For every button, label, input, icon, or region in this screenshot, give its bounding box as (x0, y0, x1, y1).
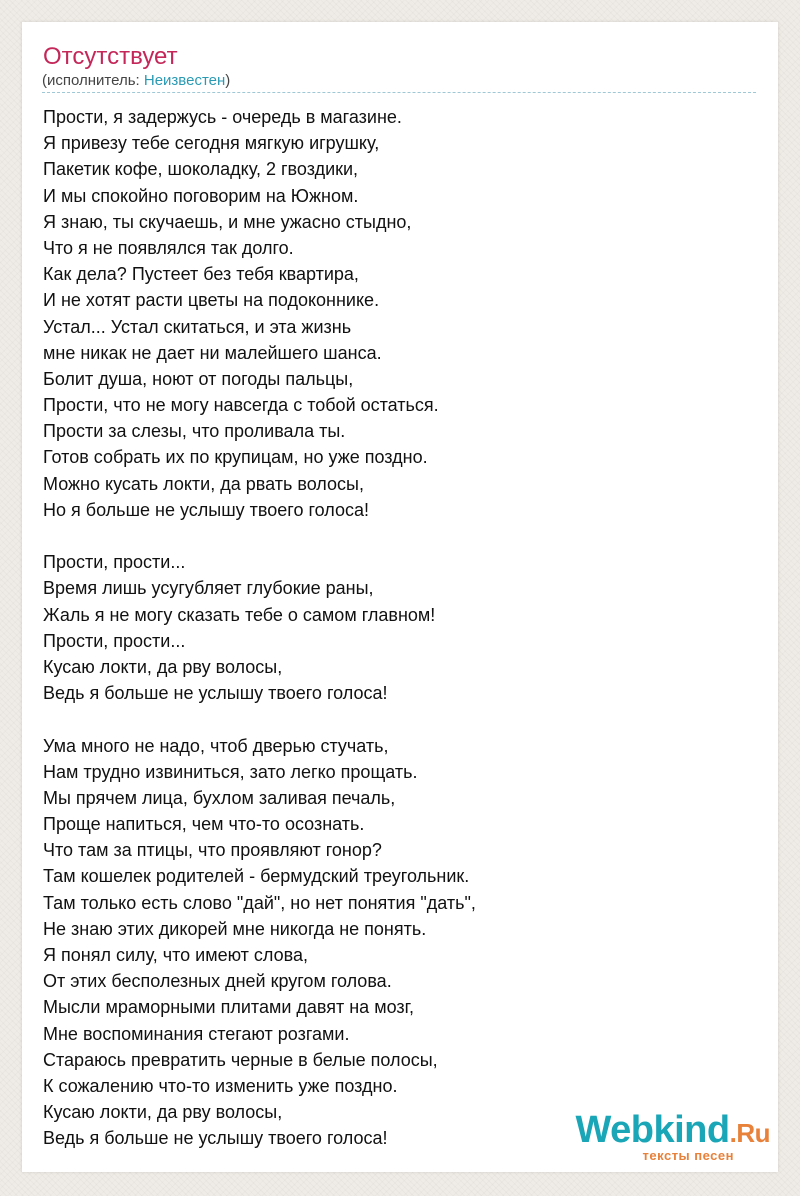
lyric-line: Прости, я задержусь - очередь в магазине. (43, 107, 402, 127)
logo-subtitle: тексты песен (642, 1148, 734, 1163)
song-title: Отсутствует (43, 43, 178, 70)
artist-link[interactable]: Неизвестен (143, 72, 226, 89)
blank-line (43, 706, 743, 732)
lyric-line: Кусаю локти, да рву волосы, (43, 656, 283, 677)
lyric-line: Ведь я больше не услышу твоего голоса! (43, 1128, 388, 1149)
lyric-line: Стараюсь превратить черные в белые полосы, (43, 1049, 438, 1070)
lyric-line: От этих бесполезных дней кругом голова. (43, 971, 392, 992)
lyric-line: Там только есть слово "дай", но нет понятия "дать", (43, 892, 476, 913)
lyric-line: Пакетик кофе, шоколадку, 2 гвоздики, (43, 159, 359, 180)
lyric-line: К сожалению что-то изменить уже поздно. (43, 1075, 398, 1096)
blank-line (43, 523, 743, 549)
lyric-line: Прости, что не могу навсегда с тобой остаться. (43, 395, 439, 416)
lyric-line: Проще напиться, чем что-то осознать. (43, 814, 365, 835)
lyric-line: Я привезу тебе сегодня мягкую игрушку, (43, 133, 380, 154)
lyric-line: Можно кусать локти, да рвать волосы, (43, 473, 364, 494)
lyric-line: Кусаю локти, да рву волосы, (43, 1102, 283, 1123)
lyric-line: Прости, прости... (43, 630, 186, 651)
lyric-line: Готов собрать их по крупицам, но уже поздно. (43, 447, 428, 468)
lyric-line: Как дела? Пустеет без тебя квартира, (43, 264, 359, 285)
lyric-line: Устал... Устал скитаться, и эта жизнь (43, 316, 352, 337)
artist-suffix: ) (225, 72, 231, 89)
lyric-line: Жаль я не могу сказать тебе о самом главном! (43, 604, 436, 625)
lyric-line: Там кошелек родителей - бермудский треугольник. (43, 866, 470, 887)
artist-line (42, 72, 230, 90)
lyric-line: Что там за птицы, что проявляют гонор? (43, 840, 382, 861)
lyrics-text (43, 104, 743, 1152)
lyric-line: Болит душа, ноют от погоды пальцы, (43, 368, 354, 389)
lyric-line: И мы спокойно поговорим на Южном. (43, 185, 359, 206)
lyric-line: Я понял силу, что имеют слова, (43, 945, 309, 965)
lyric-line: Я знаю, ты скучаешь, и мне ужасно стыдно, (43, 211, 412, 232)
header-divider (42, 92, 756, 93)
site-logo[interactable] (550, 1108, 770, 1172)
lyric-line: Прости, прости... (43, 552, 186, 573)
lyric-line: Но я больше не услышу твоего голоса! (43, 499, 369, 520)
lyric-line: Ведь я больше не услышу твоего голоса! (43, 683, 388, 704)
logo-main-text: Webkind (575, 1109, 730, 1151)
lyric-line: Мысли мраморными плитами давят на мозг, (43, 997, 415, 1018)
lyric-line: Не знаю этих дикорей мне никогда не понять. (43, 918, 427, 939)
logo-tld: .Ru (729, 1118, 770, 1148)
lyric-line: Что я не появлялся так долго. (43, 237, 294, 258)
lyric-line: Время лишь усугубляет глубокие раны, (43, 578, 374, 599)
lyric-line: Ума много не надо, чтоб дверью стучать, (43, 735, 389, 756)
lyric-line: И не хотят расти цветы на подоконнике. (43, 290, 380, 311)
lyric-line: Нам трудно извиниться, зато легко прощать. (43, 761, 418, 782)
artist-prefix: (исполнитель: (42, 72, 144, 89)
lyric-line: Прости за слезы, что проливала ты. (43, 421, 346, 442)
lyric-line: Мне воспоминания стегают розгами. (43, 1023, 350, 1044)
lyric-line: мне никак не дает ни малейшего шанса. (43, 342, 382, 363)
lyric-line: Мы прячем лица, бухлом заливая печаль, (43, 787, 396, 808)
lyrics-card (22, 22, 778, 1172)
